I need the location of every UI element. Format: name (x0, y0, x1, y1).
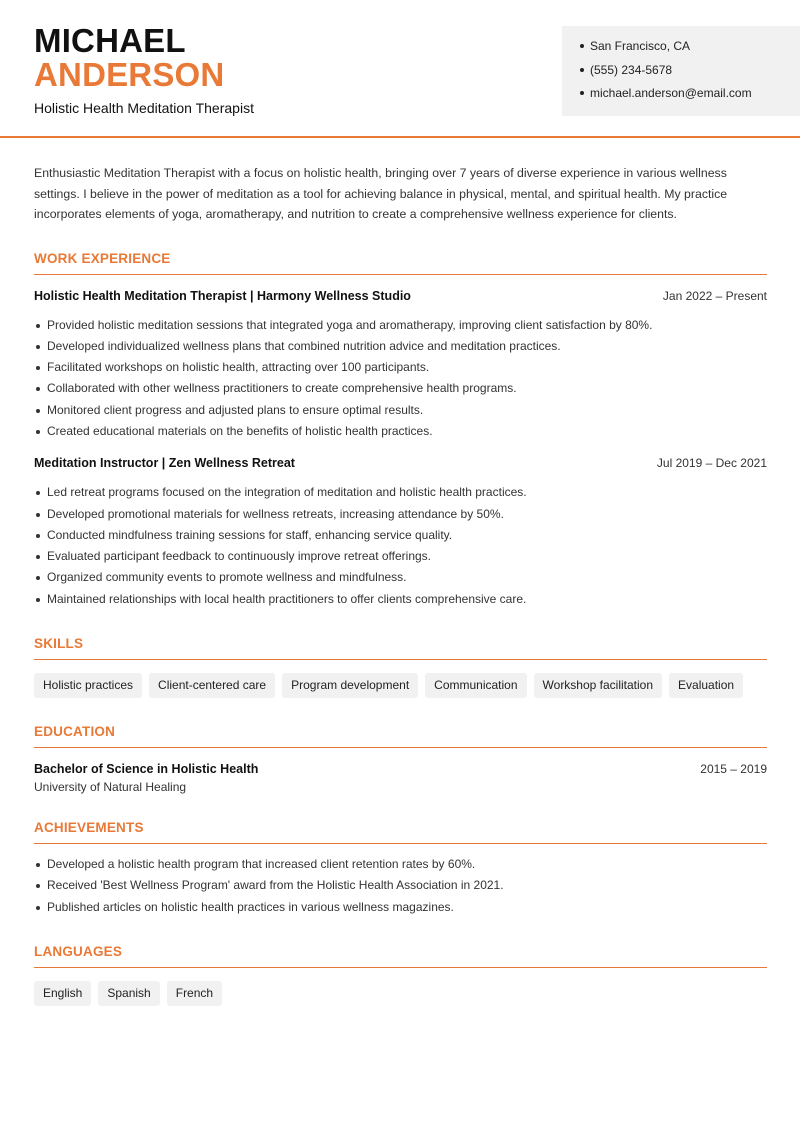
skills-section (34, 636, 767, 698)
section-title-education: EDUCATION (34, 724, 767, 748)
education-section (34, 724, 767, 794)
job-bullet: Led retreat programs focused on the integration of meditation and holistic health practices. (34, 482, 767, 503)
job-bullet: Created educational materials on the benefits of holistic health practices. (34, 421, 767, 442)
language-tags (34, 981, 767, 1006)
section-title-achievements: ACHIEVEMENTS (34, 820, 767, 844)
achievement-bullet: Developed a holistic health program that increased client retention rates by 60%. (34, 854, 767, 875)
job-entry (34, 289, 767, 443)
job-bullet: Monitored client progress and adjusted plans to ensure optimal results. (34, 400, 767, 421)
section-title-languages: LANGUAGES (34, 944, 767, 968)
languages-section (34, 944, 767, 1006)
contact-list (562, 26, 800, 109)
job-entry (34, 456, 767, 610)
achievements-section (34, 820, 767, 918)
skill-tag: Workshop facilitation (534, 673, 663, 698)
achievement-bullet: Received 'Best Wellness Program' award from the Holistic Health Association in 2021. (34, 875, 767, 896)
job-bullet: Evaluated participant feedback to continuously improve retreat offerings. (34, 546, 767, 567)
candidate-name (34, 24, 224, 92)
first-name: MICHAEL (34, 22, 186, 59)
education-school: University of Natural Healing (34, 780, 187, 795)
job-dates: Jul 2019 – Dec 2021 (656, 456, 767, 471)
job-dates: Jan 2022 – Present (662, 288, 767, 303)
job-bullet: Provided holistic meditation sessions that integrated yoga and aromatherapy, improving client satisfaction by 80%. (34, 315, 767, 336)
education-header (34, 762, 767, 776)
last-name: ANDERSON (34, 56, 225, 93)
job-role: Holistic Health Meditation Therapist | Harmony Wellness Studio (34, 288, 411, 303)
job-title: Holistic Health Meditation Therapist (34, 100, 254, 116)
skills-tags (34, 673, 767, 698)
skill-tag: Evaluation (669, 673, 743, 698)
contact-location: San Francisco, CA (580, 38, 800, 62)
resume-header (0, 0, 800, 138)
summary: Enthusiastic Meditation Therapist with a focus on holistic health, bringing over 7 years of diverse experience in various wellness settings. I believe in the power of meditation as a tool for achieving balance in physical, mental, and spiritual health. My practice incorporates elements of yoga, aromatherapy, and nutrition to create a comprehensive wellness experience for clients. (34, 166, 728, 221)
job-role: Meditation Instructor | Zen Wellness Retreat (34, 456, 295, 471)
language-tag: Spanish (98, 981, 159, 1006)
achievement-bullets (34, 854, 767, 918)
contact-email: michael.anderson@email.com (580, 85, 800, 109)
skill-tag: Client-centered care (149, 673, 275, 698)
achievement-bullet: Published articles on holistic health practices in various wellness magazines. (34, 897, 767, 918)
language-tag: English (34, 981, 91, 1006)
job-bullet: Maintained relationships with local health practitioners to offer clients comprehensive care. (34, 589, 767, 610)
skill-tag: Holistic practices (34, 673, 142, 698)
section-title-skills: SKILLS (34, 636, 767, 660)
job-bullet: Developed individualized wellness plans that combined nutrition advice and meditation practices. (34, 336, 767, 357)
resume-body (34, 163, 767, 1006)
language-tag: French (167, 981, 222, 1006)
job-header (34, 456, 767, 476)
job-bullet: Developed promotional materials for wellness retreats, increasing attendance by 50%. (34, 504, 767, 525)
job-bullet: Organized community events to promote wellness and mindfulness. (34, 567, 767, 588)
job-bullet: Facilitated workshops on holistic health, attracting over 100 participants. (34, 357, 767, 378)
job-bullet: Collaborated with other wellness practitioners to create comprehensive health programs. (34, 378, 767, 399)
section-title-work: WORK EXPERIENCE (34, 251, 767, 275)
contact-phone: (555) 234-5678 (580, 62, 800, 86)
education-degree: Bachelor of Science in Holistic Health (34, 762, 259, 777)
skill-tag: Program development (282, 673, 418, 698)
job-bullets (34, 482, 767, 610)
work-experience-section (34, 251, 767, 611)
education-dates: 2015 – 2019 (700, 762, 767, 777)
job-header (34, 289, 767, 309)
job-bullets (34, 315, 767, 443)
contact-box (562, 26, 800, 116)
skill-tag: Communication (425, 673, 526, 698)
job-bullet: Conducted mindfulness training sessions for staff, enhancing service quality. (34, 525, 767, 546)
